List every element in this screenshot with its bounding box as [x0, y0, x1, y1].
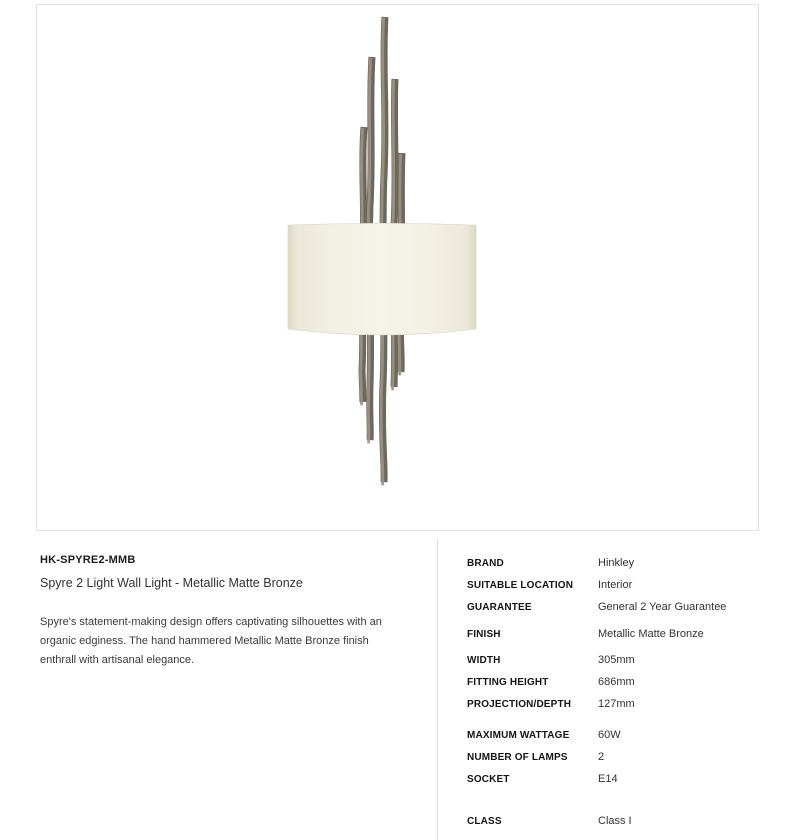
spec-label: SUITABLE LOCATION: [467, 579, 574, 591]
spec-row-socket: [467, 768, 767, 790]
spec-value: 127mm: [598, 698, 635, 710]
spec-label: SOCKET: [467, 773, 510, 785]
spec-value: Interior: [598, 579, 633, 591]
spec-row-projection-depth: [467, 693, 767, 715]
spec-value: General 2 Year Guarantee: [598, 601, 727, 613]
drum-shade: [288, 223, 476, 335]
product-description: Spyre's statement-making design offers captivating silhouettes with an organic edginess. The hand hammered Metallic Matte Bronze finish enthrall with artisanal elegance.: [40, 616, 382, 666]
spec-label: FINISH: [467, 628, 501, 640]
spec-value: Class I: [598, 815, 632, 827]
spec-value: Hinkley: [598, 557, 635, 569]
spec-value: 305mm: [598, 654, 635, 666]
product-image: [37, 5, 758, 530]
spec-label: MAXIMUM WATTAGE: [467, 729, 570, 741]
spec-value: 60W: [598, 729, 621, 741]
spec-label: NUMBER OF LAMPS: [467, 751, 568, 763]
spec-label: PROJECTION/DEPTH: [467, 698, 572, 710]
spec-value: 2: [598, 751, 605, 763]
product-sku: HK-SPYRE2-MMB: [40, 554, 136, 566]
spec-label: BRAND: [467, 557, 504, 569]
spec-label: FITTING HEIGHT: [467, 676, 549, 688]
spec-row-fitting-height: [467, 671, 767, 693]
spec-row-number-of-lamps: [467, 746, 767, 768]
spec-label: GUARANTEE: [467, 601, 532, 613]
section-divider: [437, 538, 438, 840]
spec-row-class: [467, 810, 767, 832]
product-image-box: [36, 4, 759, 531]
spec-row-maximum-wattage: [467, 724, 767, 746]
spec-row-brand: [467, 552, 767, 574]
spec-row-guarantee: [467, 596, 767, 618]
product-title: Spyre 2 Light Wall Light - Metallic Matte Bronze: [40, 576, 303, 590]
spec-table: [467, 552, 767, 832]
spec-row-width: [467, 649, 767, 671]
spec-label: CLASS: [467, 815, 502, 827]
spec-row-suitable-location: [467, 574, 767, 596]
spec-value: 686mm: [598, 676, 635, 688]
spec-label: WIDTH: [467, 654, 501, 666]
spec-row-finish: [467, 623, 767, 645]
product-details: [40, 554, 420, 670]
spec-value: E14: [598, 773, 618, 785]
spec-value: Metallic Matte Bronze: [598, 628, 704, 640]
